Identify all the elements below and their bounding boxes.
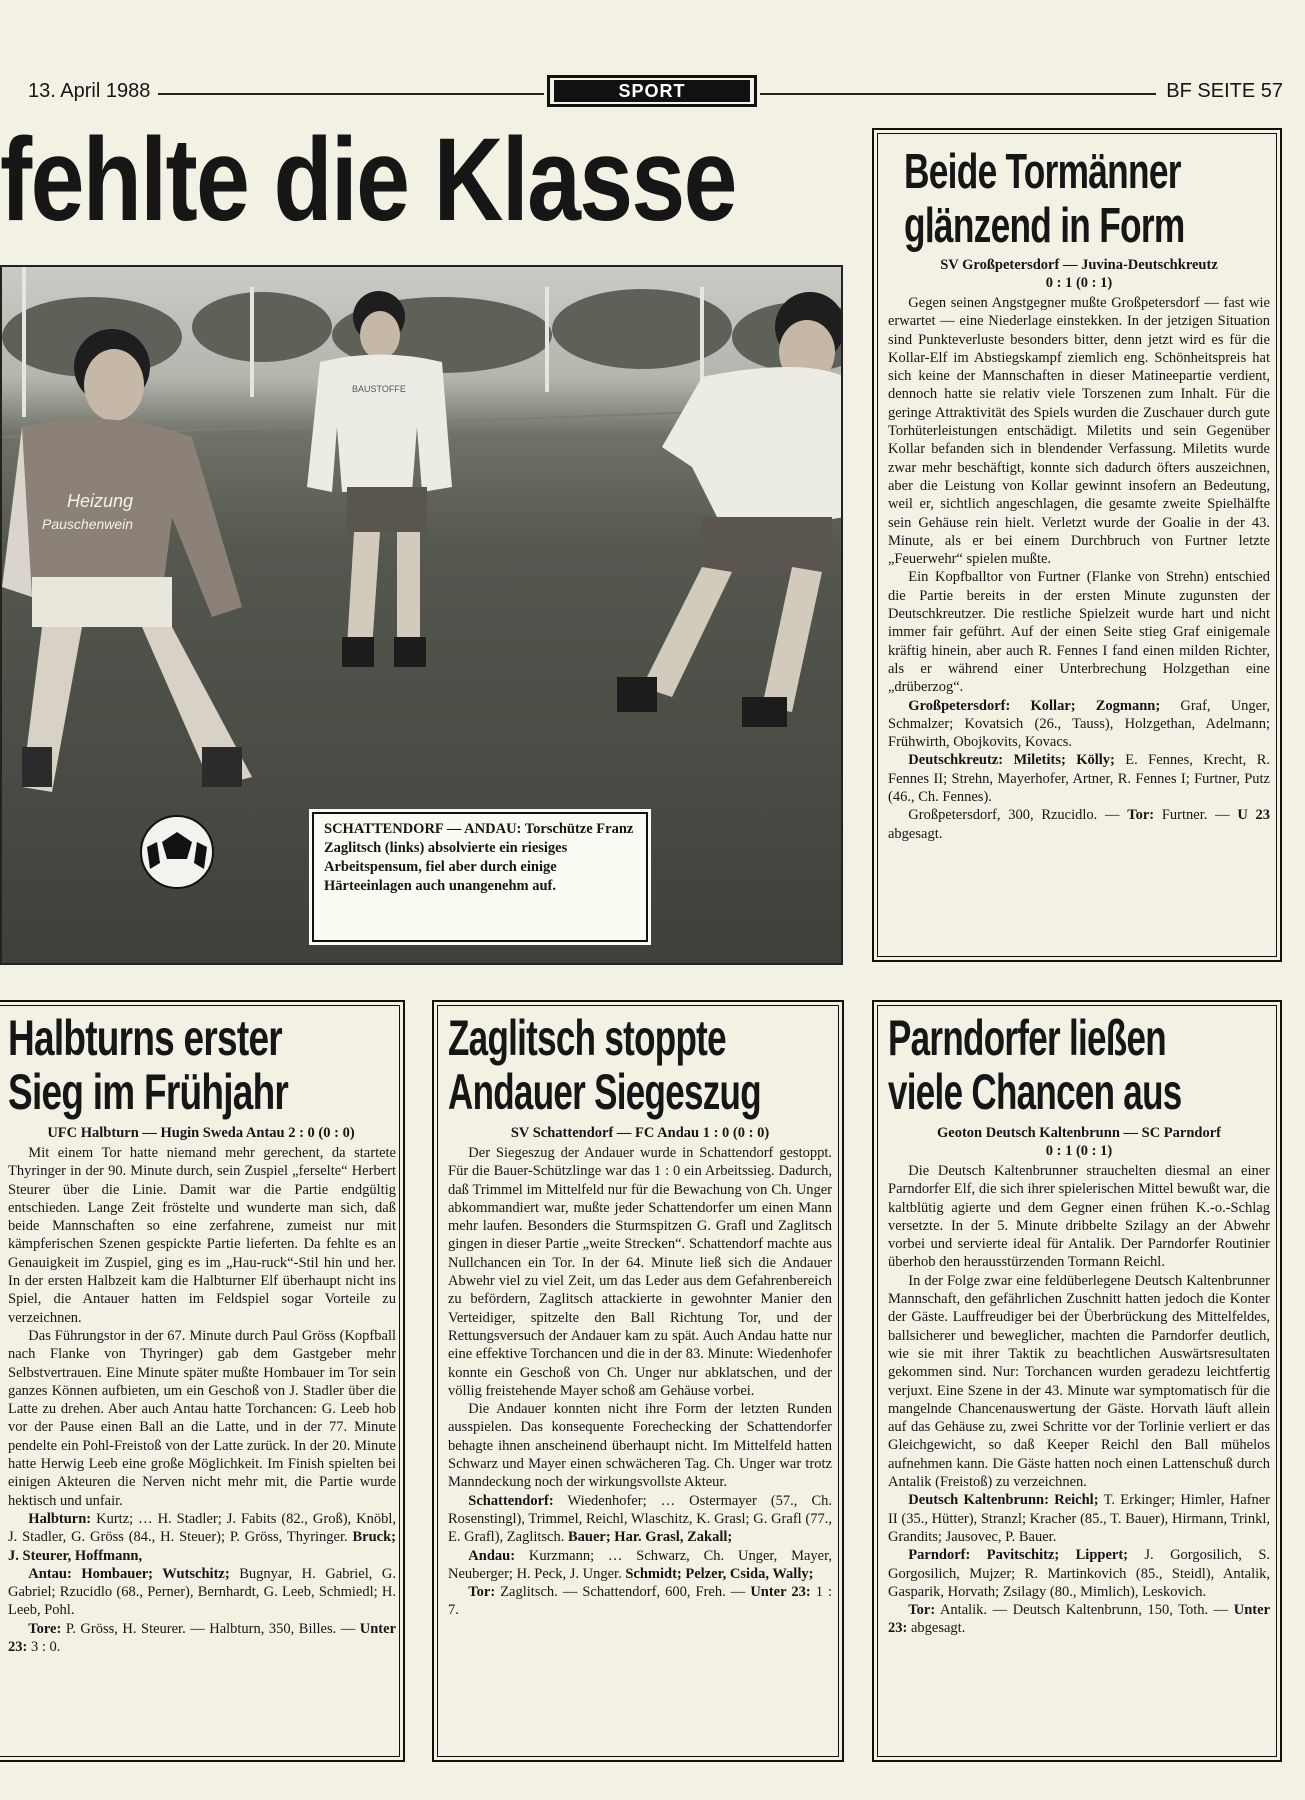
paragraph: Die Andauer konnten nicht ihre Form der letzten Runden ausspielen. Das konsequente Forechecking der Schattendorfer behagte ihnen anscheinend überhaupt nicht. Im Mittelfeld hatten Schwarz und Mayer einen schwächeren Tag. Ch. Unger war trotz Manndeckung noch der wirkungsvollste Akteur.	[448, 1401, 832, 1491]
main-headline: fehlte die Klasse	[0, 114, 736, 246]
paragraph: Das Führungstor in der 67. Minute durch Paul Gröss (Kopfball nach Flanke von Thyringer) gab dem Gastgeber mehr Selbstvertrauen. Eine Minute später mußte Hombauer im Tor sein ganzes Können aufbieten, um ein Geschoß von J. Stadler über die Latte zu drehen. Aber auch Antau hatte Torchancen: G. Leeb hob vor der Pause einen Ball an die Latte, und in der 77. Minute pendelte ein Pohl-Freistoß von der Latte zurück. In der 20. Minute hatte Herwig Leeb eine große Möglichkeit. Im Finish spielten bei einigen Akteuren die Nerven nicht mehr mit, die Partie wurde hektisch und unfair.	[8, 1327, 396, 1509]
article-title-line1: Halbturns erster	[8, 1010, 282, 1066]
article-title-line2: viele Chancen aus	[888, 1064, 1182, 1120]
article-title-line2: Sieg im Frühjahr	[8, 1064, 289, 1120]
paragraph: Die Deutsch Kaltenbrunner strauchelten diesmal an einer Parndorfer Elf, die sich ihrer spielerischen Mittel bewußt war, die kaltblütig agierte und dem Gegner einen frühen K.-o.-Schlag versetzte. In der 5. Minute dribbelte Szilagy an der Abwehr vorbei und servierte ideal für Antalik. Der Parndorfer Routinier überhob den herausstürzenden Tormann Reichl.	[888, 1163, 1270, 1271]
match-line: SV Schattendorf — FC Andau 1 : 0 (0 : 0)	[510, 1125, 770, 1141]
shirt-text-baustoffe: BAUSTOFFE	[352, 384, 406, 394]
article-body	[448, 1144, 832, 1620]
article-zaglitsch	[432, 1000, 844, 1762]
lineup: Halbturn: Kurtz; … H. Stadler; J. Fabits (82., Groß), Knöbl, J. Stadler, G. Gröss (84., H. Steuer); P. Gröss, Thyringer. Bruck; J. Steurer, Hoffmann,	[8, 1510, 396, 1564]
article-title-line2: Andauer Siegeszug	[448, 1064, 761, 1120]
photo-caption-text: SCHATTENDORF — ANDAU: Torschütze Franz Zaglitsch (links) absolvierte ein riesiges Arbeitspensum, fiel aber durch einige Härteeinlagen auch unangenehm auf.	[324, 821, 634, 894]
match-line: UFC Halbturn — Hugin Sweda Antau 2 : 0 (0 : 0)	[47, 1125, 355, 1141]
match-footer: Tor: Zaglitsch. — Schattendorf, 600, Freh. — Unter 23: 1 : 7.	[448, 1584, 833, 1619]
match-footer: Tor: Antalik. — Deutsch Kaltenbrunn, 150, Toth. — Unter 23: abgesagt.	[888, 1602, 1271, 1637]
paragraph: Der Siegeszug der Andauer wurde in Schattendorf gestoppt. Für die Bauer-Schützlinge war das 1 : 0 ein Arbeitssieg. Dadurch, daß Trimmel im Mittelfeld nur für die Bewachung von Ch. Unger abkommandiert war, mußte jeder Schattendorfer um einen Mann mehr laufen. Besonders die Sturmspitzen G. Grafl und Zaglitsch gingen in dieser Partie „weite Strecken“. Schattendorf machte aus Nullchancen ein Tor. In der 64. Minute ließ sich die Andauer Abwehr viel zu viel Zeit, um das Leder aus dem Gefahrenbereich zu befördern, Zaglitsch attackierte in gewohnter Manier den Verteidiger, spitzelte den Ball Richtung Tor, und der Rettungsversuch der Andauer kam zu spät. Auch Andau hatte nur eine effektive Torchancen und die in der 83. Minute: Wiedenhofer konnte ein Geschoß von Ch. Unger nur abklatschen, und der völlig freistehende Mayer schoß am Gehäuse vorbei.	[448, 1145, 832, 1399]
article-title-line1: Beide Tormänner	[904, 145, 1181, 199]
article-halbturn	[0, 1000, 405, 1762]
header-rule-right	[760, 93, 1156, 95]
section-banner	[547, 75, 757, 107]
paragraph: Gegen seinen Angstgegner mußte Großpetersdorf — fast wie erwartet — eine Niederlage einstekken. In der jetzigen Situation sind Punkteverluste besonders bitter, denn jetzt wird es für die Kollar-Elf im Abstiegskampf ziemlich eng. Schönheitspreis hat sich keine der Mannschaften in dieser Matineepartie verdient, dennoch hatte sie relativ viele Torszenen zum Inhalt. Für die geringe Attraktivität des Spiels wurden die Zuschauer durch gute Torhüterleistungen entschädigt. Miletits und sein Gegenüber Kollar befanden sich in blendender Verfassung. Miletits wurde zwar mehr beschäftigt, konnte sich dadurch öfters auszeichnen, aber die Leistung von Kollar gewinnt insofern an Bedeutung, weil er, sichtlich angeschlagen, die gesamte zweite Spielhälfte sein Gehäuse rein hielt. Verletzt wurde der Goalie in der 43. Minute, als er bei einem Durchbruch von Furtner letzte „Feuerwehr“ spielen mußte.	[888, 295, 1270, 568]
lineup: Schattendorf: Wiedenhofer; … Ostermayer (57., Ch. Rosenstingl), Trimmel, Reichl, Wlaschitz, K. Grasl; G. Grafl (77., E. Grafl), Zaglitsch. Bauer; Har. Grasl, Zakall;	[448, 1492, 832, 1546]
player-left	[2, 329, 252, 792]
issue-date: 13. April 1988	[28, 80, 151, 102]
article-title-line1: Parndorfer ließen	[888, 1010, 1166, 1066]
article-tormaenner	[872, 128, 1282, 962]
football	[141, 816, 213, 888]
article-title-line1: Zaglitsch stoppte	[448, 1010, 726, 1066]
paragraph: Ein Kopfballtor von Furtner (Flanke von Strehn) entschied die Partie bereits in der ersten Minute zugunsten der Deutschkreutzer. Die restliche Spielzeit wurde hart und nicht immer fair geführt. Auf der einen Seite stieg Graf einigemale kräftig hinein, aber auch R. Fennes I fand einen milden Richter, als er während einer Unterbrechung Holzgethan eine „drüberzog“.	[888, 569, 1270, 696]
match-line: Geoton Deutsch Kaltenbrunn — SC Parndorf	[937, 1125, 1221, 1141]
article-body	[8, 1144, 396, 1656]
section-label: SPORT	[554, 80, 750, 102]
paragraph: In der Folge zwar eine feldüberlegene Deutsch Kaltenbrunner Mannschaft, den gefährlichen Zuschnitt hatten jedoch die Konter der Gäste. Lauffreudiger bei der Überbrückung des Mittelfeldes, ballsicherer und beweglicher, machten die Parndorfer deutlich, wie sie mit ihrer Taktik zu beachtlichen Auswärtsresultaten gekommen sind. Nur: Torchancen wurden geradezu leichtfertig verjuxt. Eine Szene in der 43. Minute war symptomatisch für die mangelnde Chancenauswertung der Gäste. Horvath läuft allein auf das Gehäuse zu, zwei Schritte vor der Torlinie verliert er das Gleichgewicht, so daß Keeper Reichl den Ball mühelos aufnehmen kann. Die Gäste hatten noch einen Lattenschuß durch Antalik (Freistoß) zu verzeichnen.	[888, 1272, 1270, 1491]
score-line: 0 : 1 (0 : 1)	[1045, 1143, 1113, 1159]
lineup: Deutsch Kaltenbrunn: Reichl; T. Erkinger; Himler, Hafner II (35., Hütter), Stranzl; Kracher (85., T. Bauer), Hirmann, Trinkl, Grandits; Jausovec, P. Bauer.	[888, 1492, 1271, 1545]
match-footer: Tore: P. Gröss, H. Steurer. — Halbturn, 350, Billes. — Unter 23: 3 : 0.	[8, 1620, 397, 1656]
match-line: SV Großpetersdorf — Juvina-Deutschkreutz	[940, 257, 1218, 273]
shirt-text-heizung: Heizung	[67, 491, 134, 511]
lineup: Großpetersdorf: Kollar; Zogmann; Graf, Unger, Schmalzer; Kovatsich (26., Tauss), Holzgethan, Adelmann; Frühwirth, Obojkovits, Kovacs.	[888, 697, 1270, 751]
article-title-line2: glänzend in Form	[904, 199, 1185, 253]
paragraph: Mit einem Tor hatte niemand mehr gerechent, da startete Thyringer in der 90. Minute durch, sein Zuspiel „ferselte“ Herbert Steurer über die Linie. Damit war die Partie endgültig entschieden. Lange Zeit fröstelte und wunderte man sich, daß beide Mannschaften so eine zerfahrene, zumeist nur mit kämpferischen Szenen gespickte Partie lieferten. Da fehlte es an Genauigkeit im Zuspiel, ging es im „Hau-ruck“-Stil hin und her. In der ersten Halbzeit kam die Halbturner Elf überhaupt nicht ins Spiel, die Antauer hatten im Feldspiel sogar Vorteile zu verzeichnen.	[8, 1145, 396, 1326]
page-number: BF SEITE 57	[1166, 80, 1283, 102]
photo-caption	[312, 812, 648, 942]
lineup: Deutschkreutz: Miletits; Kölly; E. Fennes, Krecht, R. Fennes II; Strehn, Mayerhofer, Artner, R. Fennes I; Furtner, Putz (46., Ch. Fennes).	[888, 752, 1270, 806]
match-footer: Großpetersdorf, 300, Rzucidlo. — Tor: Furtner. — U 23 abgesagt.	[888, 807, 1271, 842]
lineup: Antau: Hombauer; Wutschitz; Bugnyar, H. Gabriel, G. Gabriel; Rzucidlo (68., Perner), Bernhardt, G. Leeb, Schmiedl; H. Leeb, Pohl.	[8, 1565, 397, 1619]
article-body	[888, 1162, 1270, 1638]
lineup: Andau: Kurzmann; … Schwarz, Ch. Unger, Mayer, Neuberger; H. Peck, J. Unger. Schmidt; Pelzer, Csida, Wally;	[448, 1547, 832, 1582]
article-body	[888, 294, 1270, 843]
header-rule-left	[158, 93, 544, 95]
shirt-text-sponsor: Pauschenwein	[42, 516, 134, 532]
article-parndorf	[872, 1000, 1282, 1762]
score-line: 0 : 1 (0 : 1)	[1045, 275, 1113, 291]
lineup: Parndorf: Pavitschitz; Lippert; J. Gorgosilich, S. Gorgosilich, Mujzer; R. Martinkovich (85., Steidl), Antalik, Gasparik, Horvath; Zsilagy (80., Mimlich), Leskovich.	[888, 1547, 1271, 1600]
